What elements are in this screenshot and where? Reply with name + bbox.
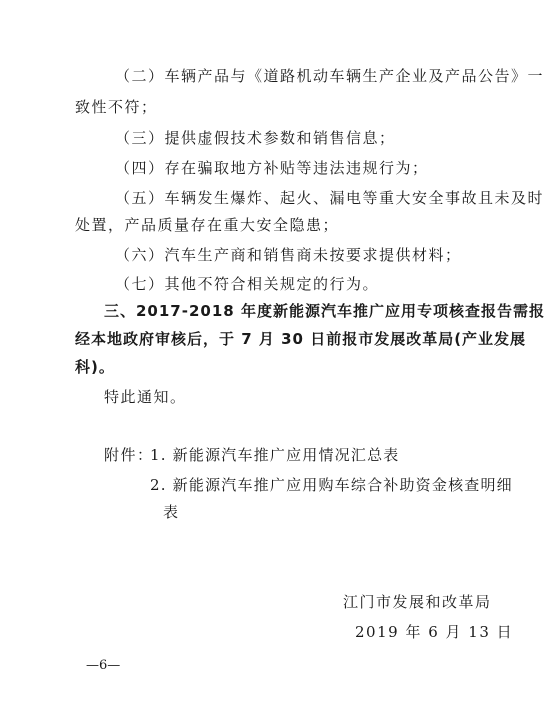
item-5-line-1: （五）车辆发生爆炸、起火、漏电等重大安全事故且未及时 [115, 189, 545, 207]
item-4: （四）存在骗取地方补贴等违法违规行为； [115, 159, 429, 177]
item-3: （三）提供虚假技术参数和销售信息； [115, 129, 396, 147]
attachment-item-2-line-1: 2. 新能源汽车推广应用购车综合补助资金核查明细 [150, 476, 513, 494]
closing-notice: 特此通知。 [104, 388, 187, 406]
section-3-line-2: 经本地政府审核后，于 7 月 30 日前报市发展改革局(产业发展 [75, 330, 527, 348]
item-5-line-2: 处置，产品质量存在重大安全隐患； [75, 216, 340, 234]
item-6: （六）汽车生产商和销售商未按要求提供材料； [115, 246, 462, 264]
section-3-line-3: 科)。 [75, 358, 115, 376]
page-number: —6— [86, 658, 121, 673]
section-3-line-1: 三、2017-2018 年度新能源汽车推广应用专项核查报告需报 [104, 302, 545, 320]
signature-organization: 江门市发展和改革局 [343, 593, 492, 611]
item-2-line-1: （二）车辆产品与《道路机动车辆生产企业及产品公告》一 [115, 67, 545, 85]
item-2-line-2: 致性不符； [75, 98, 158, 116]
item-7: （七）其他不符合相关规定的行为。 [115, 275, 380, 293]
attachment-item-1: 1. 新能源汽车推广应用情况汇总表 [150, 446, 400, 464]
attachments-label: 附件： [104, 446, 154, 464]
signature-date: 2019 年 6 月 13 日 [355, 623, 514, 641]
attachment-item-2-line-2: 表 [163, 503, 180, 521]
